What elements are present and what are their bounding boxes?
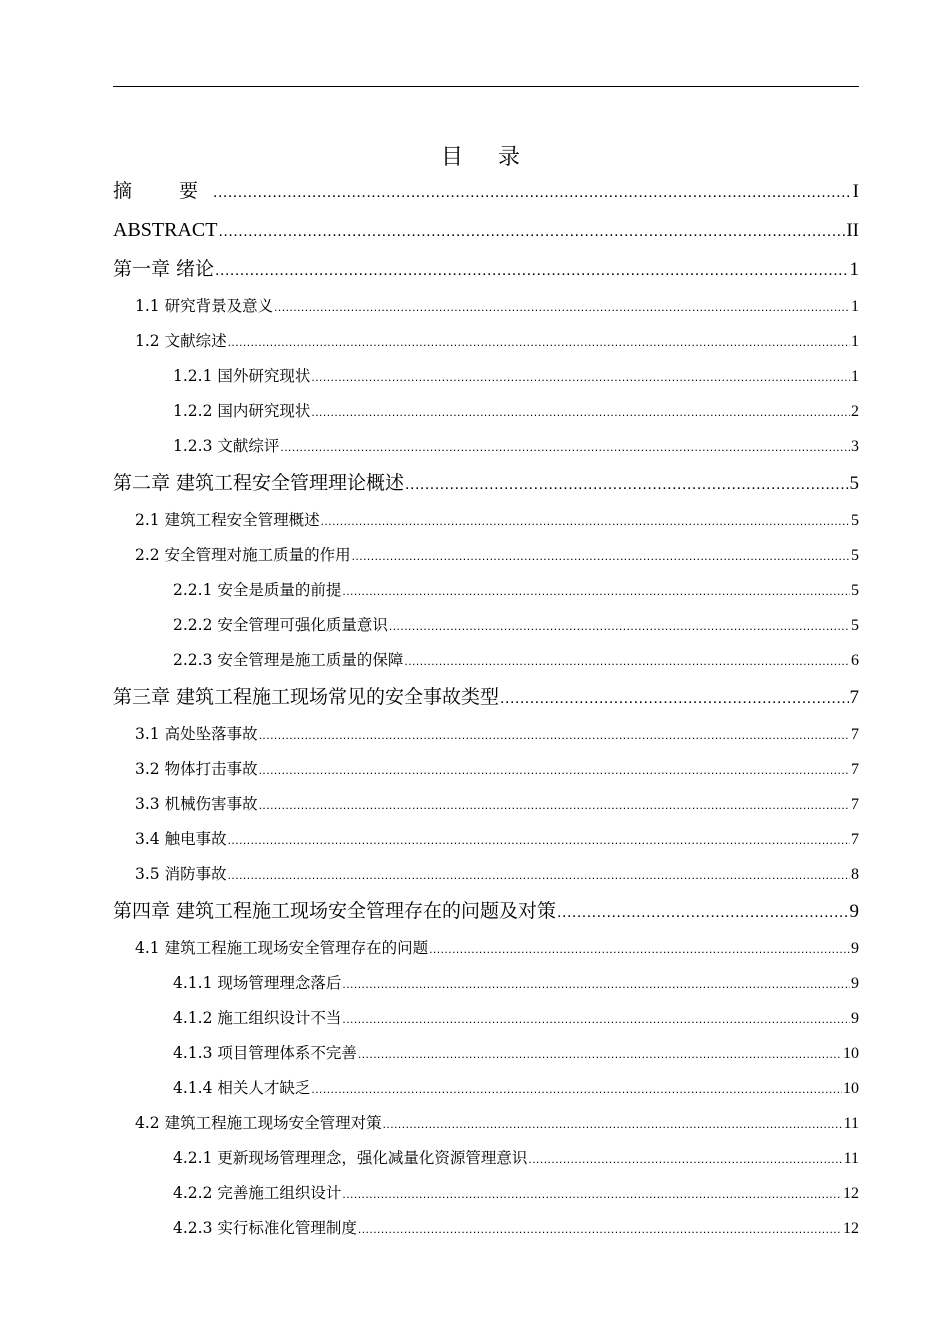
toc-entry-label: 2.2.3 安全管理是施工质量的保障	[173, 651, 404, 669]
toc-entry[interactable]	[113, 429, 859, 464]
toc-entry-label: 3.4 触电事故	[135, 830, 227, 848]
dot-leader	[342, 967, 850, 1002]
toc-entry[interactable]	[113, 394, 859, 429]
toc-entry-label: 4.2.2 完善施工组织设计	[173, 1184, 342, 1202]
toc-entry-label: 2.2.1 安全是质量的前提	[173, 581, 342, 599]
toc-entry[interactable]	[113, 250, 859, 289]
toc-entry-page: 1	[851, 298, 859, 315]
dot-leader	[259, 718, 850, 753]
dot-leader	[358, 1037, 842, 1072]
toc-entry[interactable]	[113, 822, 859, 857]
toc-entry[interactable]	[113, 1036, 859, 1071]
toc-entry-page: 10	[843, 1080, 859, 1097]
toc-entry-label: 摘 要	[113, 180, 213, 202]
toc-entry-label: 4.1.3 项目管理体系不完善	[173, 1044, 357, 1062]
dot-leader	[557, 893, 848, 932]
dot-leader	[215, 251, 848, 290]
dot-leader	[405, 465, 848, 504]
toc-entry[interactable]	[113, 787, 859, 822]
toc-entry-label: 4.1 建筑工程施工现场安全管理存在的问题	[135, 939, 429, 957]
toc-entry-page: 7	[851, 761, 859, 778]
toc-entry-page: 6	[851, 652, 859, 669]
toc-entry-label: 1.2.1 国外研究现状	[173, 367, 311, 385]
dot-leader	[342, 574, 850, 609]
toc-entry-label: 第三章 建筑工程施工现场常见的安全事故类型	[113, 686, 500, 708]
dot-leader	[389, 609, 850, 644]
toc-entry[interactable]	[113, 464, 859, 503]
dot-leader	[228, 325, 850, 360]
toc-entry-label: 3.5 消防事故	[135, 865, 227, 883]
dot-leader	[404, 644, 850, 679]
dot-leader	[500, 679, 848, 718]
toc-entry[interactable]	[113, 857, 859, 892]
toc-entry-page: 3	[851, 438, 859, 455]
toc-entry-page: 11	[843, 1150, 859, 1167]
dot-leader	[259, 753, 850, 788]
toc-entry-page: II	[846, 220, 859, 241]
dot-leader	[321, 504, 850, 539]
dot-leader	[352, 539, 850, 574]
dot-leader	[218, 212, 845, 251]
dot-leader	[528, 1142, 842, 1177]
dot-leader	[311, 1072, 842, 1107]
toc-entry[interactable]	[113, 1211, 859, 1246]
toc-entry-label: 1.2 文献综述	[135, 332, 227, 350]
toc-entry-page: 7	[851, 831, 859, 848]
toc-entry[interactable]	[113, 643, 859, 678]
toc-entry[interactable]	[113, 966, 859, 1001]
toc-entry-label: 4.1.2 施工组织设计不当	[173, 1009, 342, 1027]
toc-entry-page: 7	[849, 687, 859, 708]
toc-entry[interactable]	[113, 503, 859, 538]
toc-entry-page: 12	[843, 1220, 859, 1237]
dot-leader	[228, 858, 850, 893]
toc-entry-page: 5	[851, 512, 859, 529]
toc-entry-label: 1.2.3 文献综评	[173, 437, 280, 455]
toc-entry[interactable]	[113, 1176, 859, 1211]
toc-entry-page: 9	[851, 975, 859, 992]
toc-entry[interactable]	[113, 324, 859, 359]
toc-entry-label: 3.3 机械伤害事故	[135, 795, 258, 813]
dot-leader	[342, 1002, 850, 1037]
toc-entry-label: 4.2.3 实行标准化管理制度	[173, 1219, 357, 1237]
toc-entry[interactable]	[113, 752, 859, 787]
toc-entry-page: 9	[849, 901, 859, 922]
toc-entry-label: 第四章 建筑工程施工现场安全管理存在的问题及对策	[113, 900, 557, 922]
toc-entry-page: 10	[843, 1045, 859, 1062]
toc-entry-label: 4.2 建筑工程施工现场安全管理对策	[135, 1114, 382, 1132]
dot-leader	[213, 173, 852, 212]
toc-entry-label: 4.1.1 现场管理理念落后	[173, 974, 342, 992]
toc-entry-page: 7	[851, 796, 859, 813]
toc-entry[interactable]	[113, 211, 859, 250]
toc-entry[interactable]	[113, 573, 859, 608]
toc-entry-page: 5	[851, 582, 859, 599]
toc-entry[interactable]	[113, 931, 859, 966]
dot-leader	[358, 1212, 842, 1247]
toc-entry-label: 1.1 研究背景及意义	[135, 297, 274, 315]
dot-leader	[259, 788, 850, 823]
toc-entry-page: 1	[851, 368, 859, 385]
toc-entry-label: 3.2 物体打击事故	[135, 760, 258, 778]
toc-entry-label: 2.2.2 安全管理可强化质量意识	[173, 616, 388, 634]
toc-entry-page: 8	[851, 866, 859, 883]
toc-entry-label: 4.2.1 更新现场管理理念，强化减量化资源管理意识	[173, 1149, 528, 1167]
header-rule	[113, 86, 859, 87]
toc-entry[interactable]	[113, 1001, 859, 1036]
toc-entry-page: I	[852, 181, 859, 202]
toc-entry-label: ABSTRACT	[113, 219, 218, 241]
toc-entry-page: 1	[851, 333, 859, 350]
dot-leader	[311, 360, 850, 395]
toc-entry-label: 4.1.4 相关人才缺乏	[173, 1079, 311, 1097]
toc-entry-page: 5	[851, 617, 859, 634]
toc-entry-page: 9	[851, 940, 859, 957]
toc-entry-page: 1	[849, 259, 859, 280]
toc-title: 目 录	[441, 145, 534, 170]
toc-entry[interactable]	[113, 678, 859, 717]
toc-entry-page: 5	[849, 473, 859, 494]
dot-leader	[274, 290, 850, 325]
toc-entry[interactable]	[113, 538, 859, 573]
toc-entry[interactable]	[113, 172, 859, 211]
dot-leader	[342, 1177, 842, 1212]
dot-leader	[280, 430, 850, 465]
dot-leader	[228, 823, 850, 858]
toc-entry-label: 3.1 高处坠落事故	[135, 725, 258, 743]
toc-entry[interactable]	[113, 359, 859, 394]
dot-leader	[311, 395, 850, 430]
toc-entry-label: 2.1 建筑工程安全管理概述	[135, 511, 320, 529]
toc-entry-page: 7	[851, 726, 859, 743]
toc-entry[interactable]	[113, 608, 859, 643]
toc-entry-label: 第一章 绪论	[113, 258, 215, 280]
table-of-contents	[113, 172, 859, 1246]
toc-entry-page: 9	[851, 1010, 859, 1027]
toc-entry-page: 11	[843, 1115, 859, 1132]
toc-entry[interactable]	[113, 717, 859, 752]
toc-entry-label: 第二章 建筑工程安全管理理论概述	[113, 472, 405, 494]
dot-leader	[429, 932, 850, 967]
toc-entry-page: 12	[843, 1185, 859, 1202]
toc-entry-label: 2.2 安全管理对施工质量的作用	[135, 546, 351, 564]
toc-entry[interactable]	[113, 1141, 859, 1176]
toc-entry-label: 1.2.2 国内研究现状	[173, 402, 311, 420]
toc-entry-page: 5	[851, 547, 859, 564]
dot-leader	[383, 1107, 843, 1142]
toc-entry[interactable]	[113, 1071, 859, 1106]
toc-entry-page: 2	[851, 403, 859, 420]
toc-entry[interactable]	[113, 1106, 859, 1141]
toc-entry[interactable]	[113, 289, 859, 324]
toc-entry[interactable]	[113, 892, 859, 931]
